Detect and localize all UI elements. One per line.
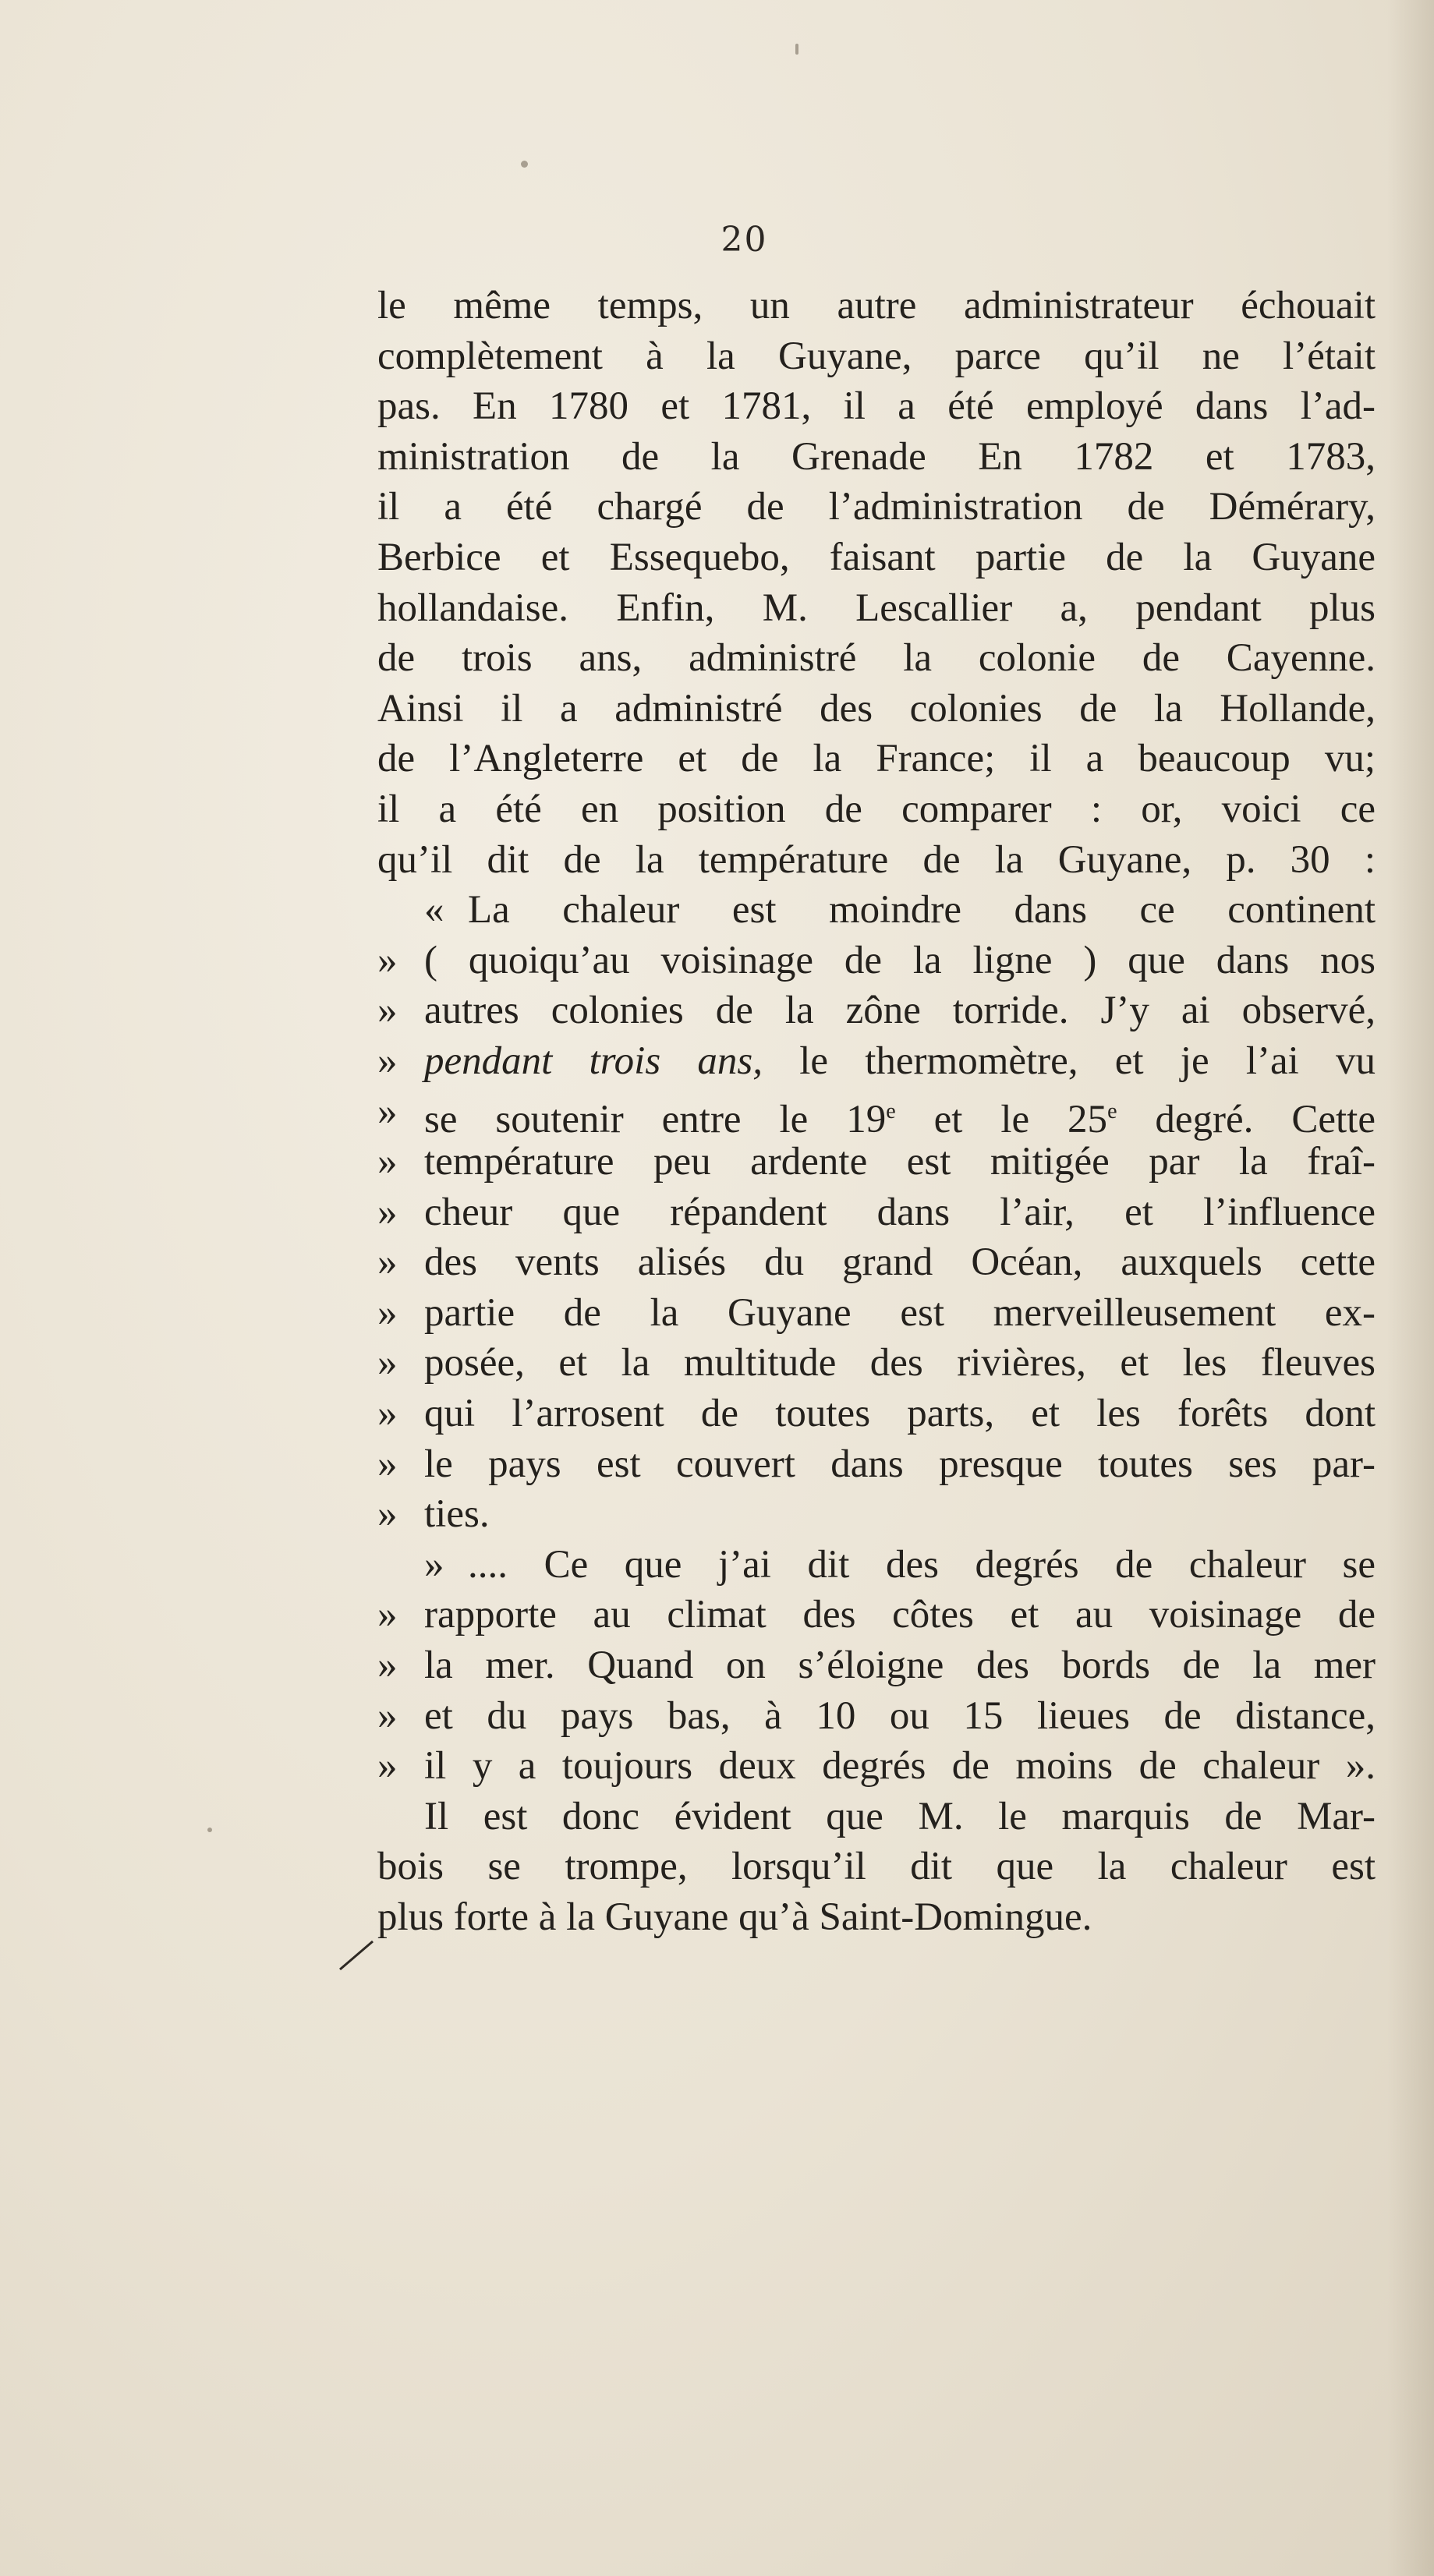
quote-mark: » (377, 1190, 398, 1234)
quote-line (377, 1288, 1376, 1339)
superscript: e (1107, 1099, 1117, 1123)
quote-line (377, 1036, 1376, 1087)
quote-line (377, 1741, 1376, 1792)
quote-text: le thermomètre, et je l’ai vu (763, 1039, 1376, 1083)
speck (795, 44, 798, 55)
speck (207, 1828, 212, 1832)
page-number: 20 (721, 220, 768, 260)
quote-line (377, 1590, 1376, 1640)
quote-mark: » (377, 1693, 398, 1738)
quote-mark: » (377, 1341, 398, 1385)
quote-text: rapporte au climat des côtes et au voisinage de (424, 1593, 1376, 1637)
quote-line (377, 936, 1376, 986)
body-text (377, 281, 1376, 1943)
quote-text: des vents alisés du grand Océan, auxquels cette (424, 1240, 1376, 1285)
quote-text: La chaleur est moindre dans ce continent (468, 888, 1376, 932)
quote-text: ( quoiqu’au voisinage de la ligne ) que dans nos (424, 938, 1376, 982)
quote-text: et du pays bas, à 10 ou 15 lieues de distance, (424, 1693, 1376, 1738)
quote-line (377, 1640, 1376, 1691)
text-line: bois se trompe, lorsqu’il dit que la chaleur est (377, 1845, 1376, 1889)
quote-mark: » (377, 1240, 398, 1285)
text-line: Ainsi il a administré des colonies de la Hollande, (377, 686, 1376, 731)
pen-stroke-mark (337, 1910, 384, 1973)
quote-line (377, 885, 1376, 936)
text-line: il a été chargé de l’administration de Démérary, (377, 485, 1376, 529)
superscript: e (886, 1099, 896, 1123)
quote-text: température peu ardente est mitigée par la fraî- (424, 1140, 1376, 1184)
quote-mark: » (377, 938, 398, 982)
quote-mark: » (377, 1593, 398, 1637)
quote-line (377, 1691, 1376, 1742)
quote-line (377, 1389, 1376, 1439)
text-line: hollandaise. Enfin, M. Lescallier a, pendant plus (377, 586, 1376, 630)
quote-mark: « (424, 888, 444, 932)
quote-text: ties. (424, 1492, 490, 1537)
italic-emphasis: pendant trois ans, (424, 1039, 763, 1083)
quote-text: autres colonies de la zône torride. J’y ai observé, (424, 989, 1376, 1033)
quote-mark: » (377, 1039, 398, 1083)
text-line: de trois ans, administré la colonie de Cayenne. (377, 636, 1376, 681)
speck (521, 161, 528, 168)
quote-mark: » (377, 1442, 398, 1486)
quote-mark: » (377, 1290, 398, 1335)
text-line: il a été en position de comparer : or, voici ce (377, 787, 1376, 831)
text-line: complètement à la Guyane, parce qu’il ne l’était (377, 334, 1376, 378)
quote-text: posée, et la multitude des rivières, et les fleuves (424, 1341, 1376, 1385)
text-line: qu’il dit de la température de la Guyane, p. 30 : (377, 837, 1376, 882)
quote-text: et le 25 (895, 1097, 1108, 1141)
quote-line (377, 1137, 1376, 1187)
quote-mark: » (377, 1392, 398, 1436)
quote-text: .... Ce que j’ai dit des degrés de chaleur se (468, 1542, 1376, 1587)
quote-text: partie de la Guyane est merveilleusement ex- (424, 1290, 1376, 1335)
text-line: ministration de la Grenade En 1782 et 1783, (377, 434, 1376, 479)
quote-text: se soutenir entre le 19 (424, 1097, 887, 1141)
quote-line (377, 1187, 1376, 1238)
quote-mark: » (377, 1089, 398, 1134)
text-line: de l’Angleterre et de la France; il a beaucoup vu; (377, 737, 1376, 781)
text-line: Il est donc évident que M. le marquis de Mar- (424, 1794, 1376, 1838)
text-line: le même temps, un autre administrateur échouait (377, 284, 1376, 327)
text-line: plus forte à la Guyane qu’à Saint-Domingue. (377, 1895, 1092, 1939)
quote-text: la mer. Quand on s’éloigne des bords de la mer (424, 1644, 1376, 1688)
text-line: Berbice et Essequebo, faisant partie de la Guyane (377, 535, 1376, 579)
quote-text: degré. Cette (1117, 1097, 1376, 1141)
quote-text: le pays est couvert dans presque toutes ses par- (424, 1442, 1376, 1486)
quote-mark: » (424, 1542, 444, 1587)
quote-line (377, 1489, 1376, 1540)
text-line: pas. En 1780 et 1781, il a été employé dans l’ad- (377, 384, 1376, 429)
quote-text: il y a toujours deux degrés de moins de chaleur ». (424, 1744, 1376, 1789)
quote-mark: » (377, 1140, 398, 1184)
quote-line (377, 1237, 1376, 1288)
quote-mark: » (377, 1492, 398, 1537)
quote-mark: » (377, 989, 398, 1033)
quote-line (377, 1338, 1376, 1389)
quote-mark: » (377, 1744, 398, 1789)
quote-text: cheur que répandent dans l’air, et l’influence (424, 1190, 1376, 1234)
quote-text: qui l’arrosent de toutes parts, et les forêts dont (424, 1392, 1376, 1436)
quote-line (377, 1540, 1376, 1591)
quote-line (377, 985, 1376, 1036)
quote-line (377, 1439, 1376, 1490)
quote-mark: » (377, 1644, 398, 1688)
quote-line (377, 1087, 1376, 1141)
